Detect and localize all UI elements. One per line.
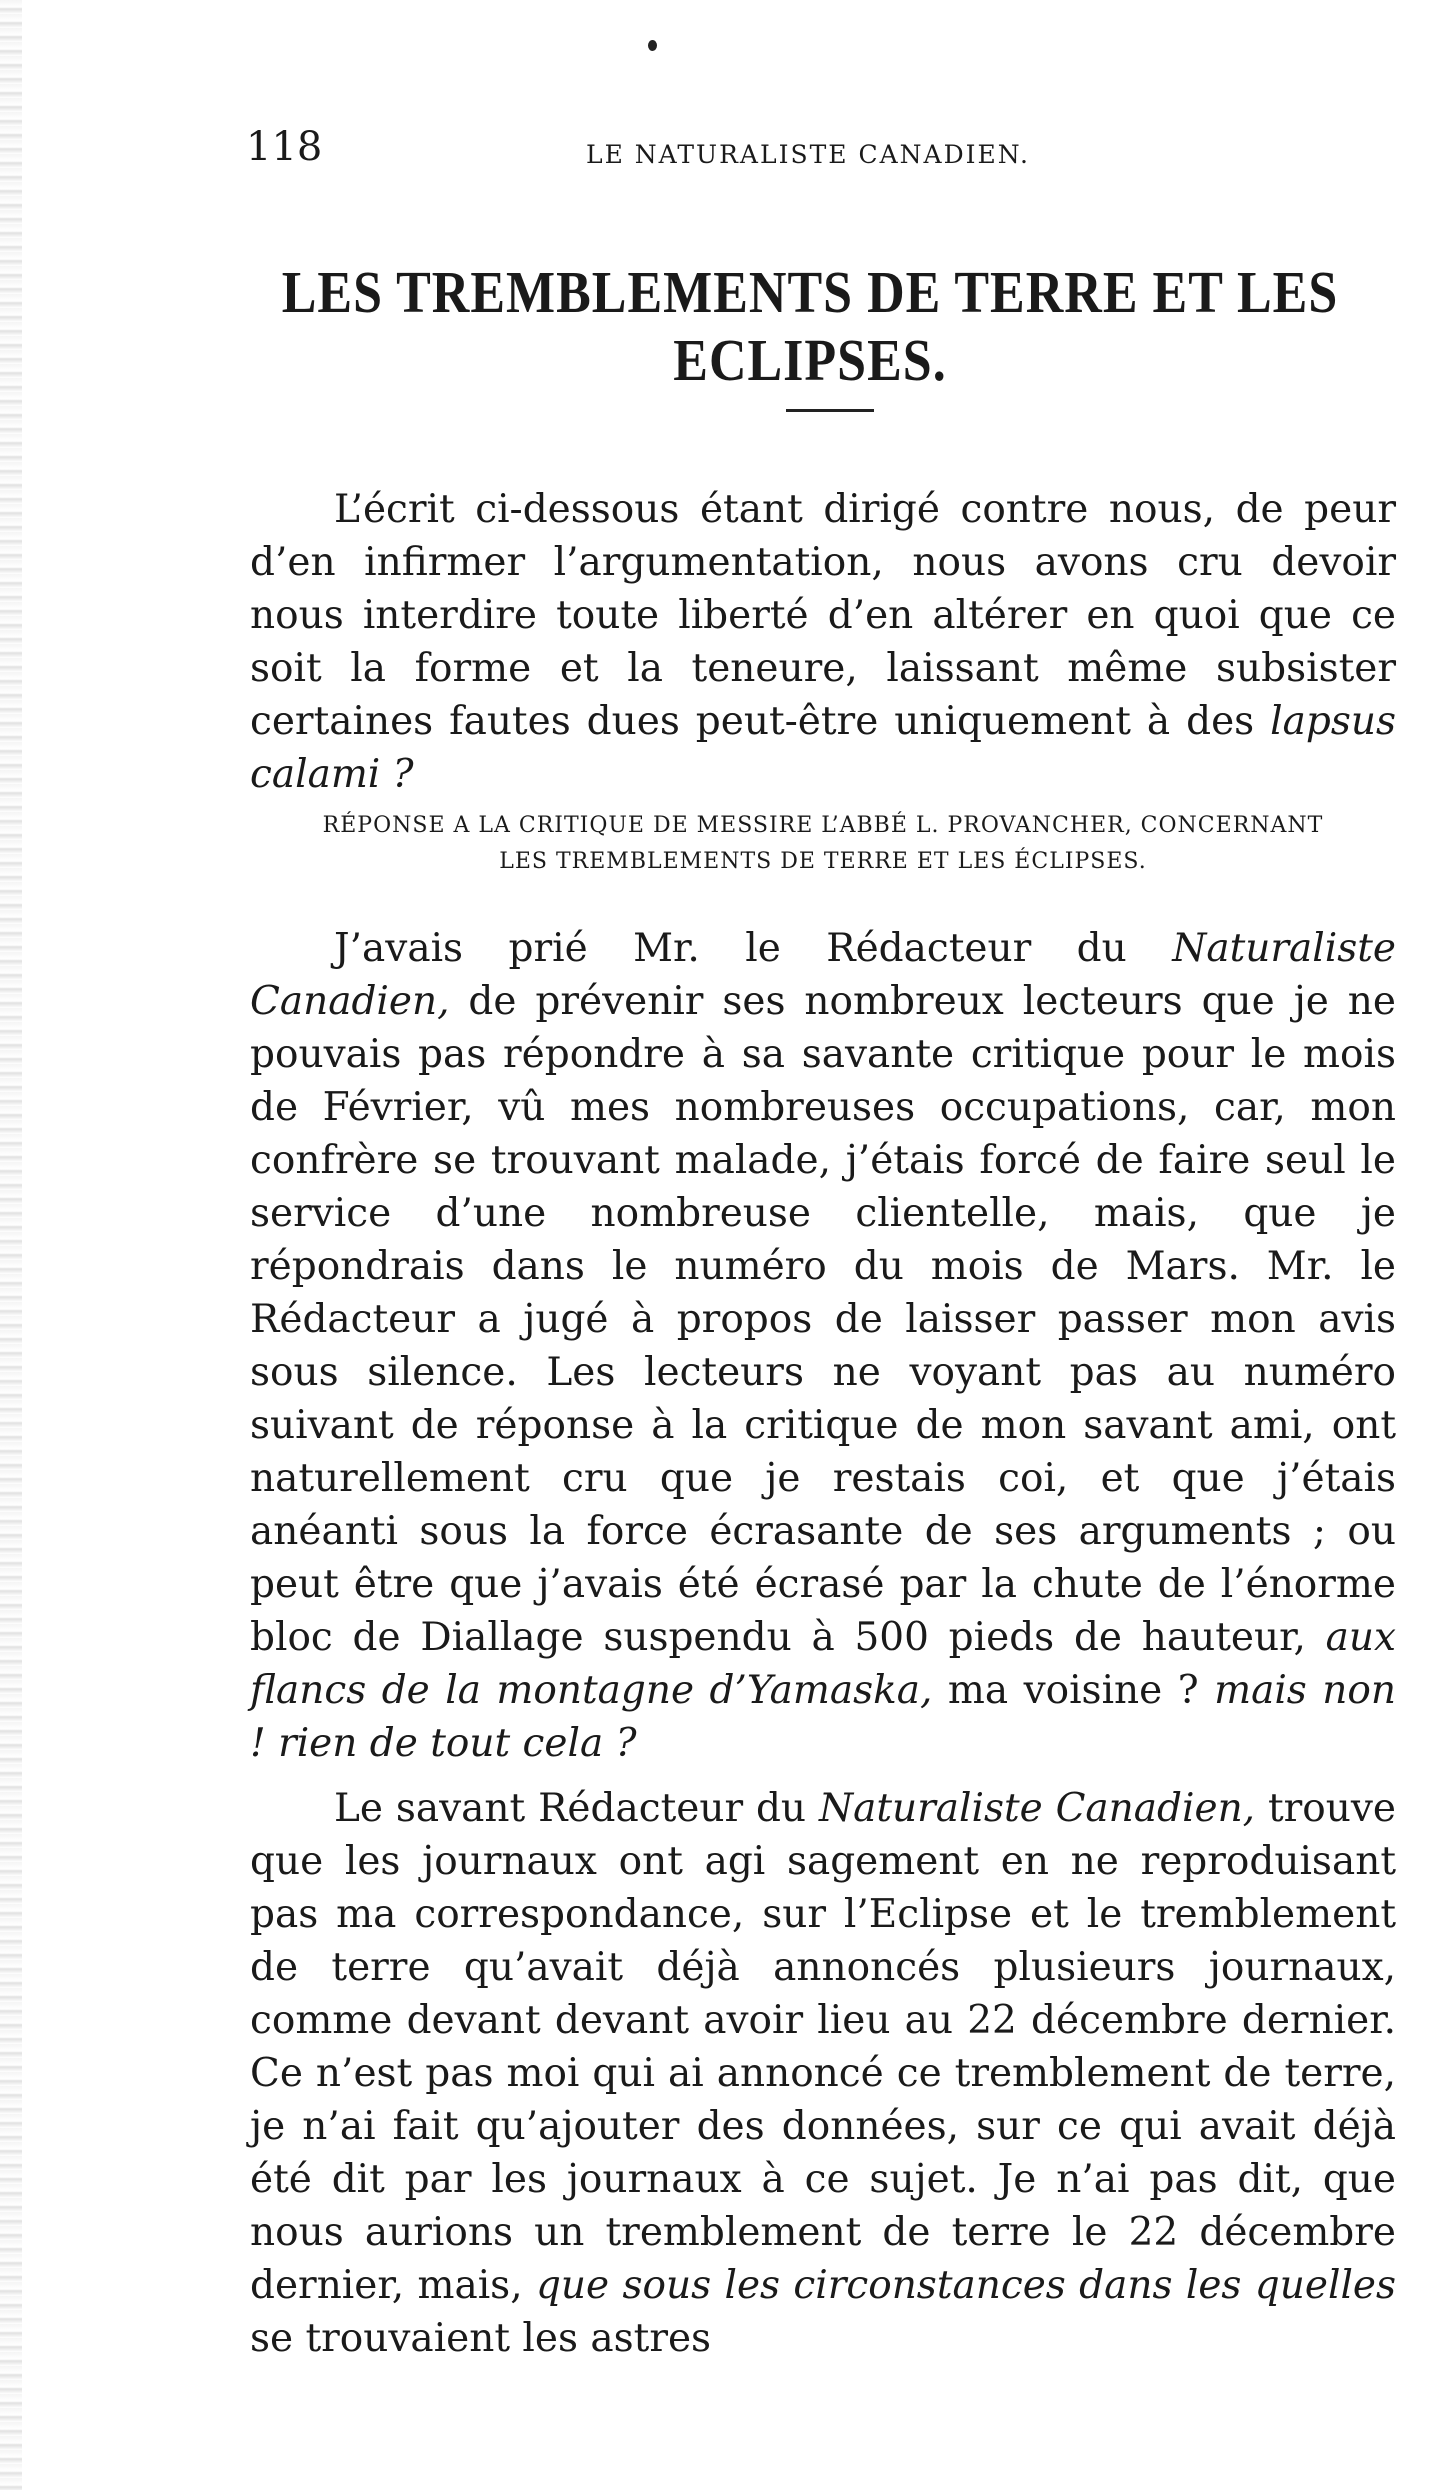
page-number: 118 (246, 124, 323, 170)
subhead-line-1: RÉPONSE A LA CRITIQUE DE MESSIRE L’ABBÉ L. PROVANCHER, CONCERNANT (322, 813, 1324, 838)
running-head: LE NATURALISTE CANADIEN. (586, 140, 1030, 169)
p2-text-1: Le savant Rédacteur du (334, 1786, 819, 1831)
article-title: LES TREMBLEMENTS DE TERRE ET LES ECLIPSES. (281, 260, 1339, 394)
page-spine-shadow (0, 0, 22, 2490)
p1-text-3: ma voisine ? (932, 1668, 1215, 1713)
ink-dot (648, 40, 657, 51)
editorial-italic: lapsus calami ? (250, 699, 1396, 797)
p1-text-2: de prévenir ses nombreux lecteurs que je ne pouvais pas répondre à sa savante critique pour le mois de Février, vû mes nombreuses occupations, car, mon confrère se trouvant malade, j’étais forcé de faire seul le service d’une nombreuse clientelle, mais, que je répondrais dans le numéro du mois de Mars. Mr. le Rédacteur a jugé à propos de laisser passer mon avis sous silence. Les lecteurs ne voyant pas au numéro suivant de réponse à la critique de mon savant ami, ont naturellement cru que je restais coi, et que j’étais anéanti sous la force écrasante de ses arguments ; ou peut être que j’avais été écrasé par la chute de l’énorme bloc de Diallage suspendu à 500 pieds de hauteur, (250, 979, 1396, 1660)
editorial-note (250, 483, 1396, 801)
p1-italic-2: aux flancs de la montagne d’Yamaska, (250, 1615, 1396, 1713)
reply-body (250, 922, 1396, 2365)
p1-italic-3: mais non ! rien de tout cela ? (250, 1668, 1396, 1766)
body-paragraph-1 (250, 922, 1396, 1770)
editorial-paragraph (250, 483, 1396, 801)
editorial-text: L’écrit ci-dessous étant dirigé contre nous, de peur d’en infirmer l’argumentation, nous avons cru devoir nous interdire toute liberté d’en altérer en quoi que ce soit la forme et la teneure, laissant même subsister certaines fautes dues peut-être uniquement à des (250, 487, 1396, 744)
reply-subheading (248, 808, 1398, 880)
p2-text-2: trouve que les journaux ont agi sagement en ne reproduisant pas ma correspondance, sur l’Eclipse et le tremblement de terre qu’avait déjà annoncés plusieurs journaux, comme devant devant avoir lieu au 22 décembre dernier. Ce n’est pas moi qui ai annoncé ce tremblement de terre, je n’ai fait qu’ajouter des données, sur ce qui avait déjà été dit par les journaux à ce sujet. Je n’ai pas dit, que nous aurions un tremblement de terre le 22 décembre dernier, mais, (250, 1786, 1396, 2308)
body-paragraph-2 (250, 1782, 1396, 2365)
p2-italic-2: que sous les circonstances dans les quelles (535, 2263, 1397, 2308)
subhead-line-2: LES TREMBLEMENTS DE TERRE ET LES ÉCLIPSES. (499, 849, 1147, 874)
p2-text-3: se trouvaient les astres (250, 2316, 712, 2361)
p1-italic-1: Naturaliste Canadien, (250, 926, 1396, 1024)
p1-text-1: J’avais prié Mr. le Rédacteur du (334, 926, 1173, 971)
title-rule (786, 409, 874, 412)
p2-italic-1: Naturaliste Canadien, (818, 1786, 1256, 1831)
